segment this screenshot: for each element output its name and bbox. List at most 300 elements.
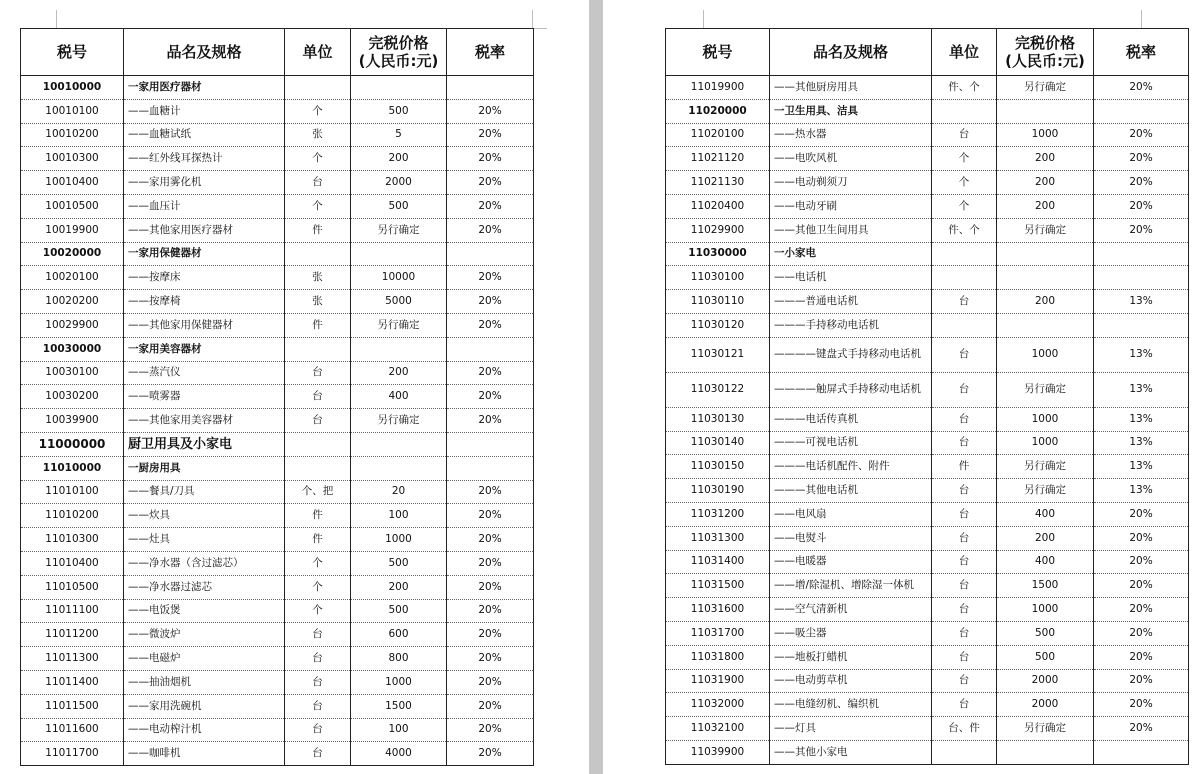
table-row (666, 717, 1189, 741)
tax-rate-cell (1094, 242, 1189, 266)
price-cell: 1500 (351, 694, 447, 718)
tax-rate-table-right (665, 28, 1189, 765)
tax-rate-cell (447, 76, 534, 100)
item-name-cell: ——餐具/刀具 (124, 480, 285, 504)
tax-code-cell: 11030110 (666, 290, 770, 314)
unit-cell (285, 76, 351, 100)
tax-code-cell: 11010000 (21, 456, 124, 480)
unit-cell (932, 740, 997, 764)
item-name-cell: ——净水器（含过滤芯） (124, 551, 285, 575)
table-row (21, 575, 534, 599)
tax-code-cell: 11010300 (21, 528, 124, 552)
item-name-cell: ——其他家用保健器材 (124, 313, 285, 337)
table-header-row (666, 29, 1189, 76)
tax-rate-cell: 20% (447, 694, 534, 718)
document-page-right (603, 0, 1200, 774)
unit-cell: 个 (285, 99, 351, 123)
price-cell: 1000 (997, 431, 1094, 455)
tax-code-cell: 10030100 (21, 361, 124, 385)
table-row (666, 455, 1189, 479)
tax-rate-cell: 20% (1094, 550, 1189, 574)
price-cell: 另行确定 (997, 372, 1094, 407)
item-name-cell: ——电动剃须刀 (770, 171, 932, 195)
table-row (666, 372, 1189, 407)
tax-rate-cell: 20% (447, 123, 534, 147)
table-row (21, 742, 534, 766)
item-name-cell: ——其他小家电 (770, 740, 932, 764)
price-cell: 200 (997, 194, 1094, 218)
header-price (997, 29, 1094, 76)
price-cell: 2000 (997, 693, 1094, 717)
item-name-cell: ——电缝纫机、编织机 (770, 693, 932, 717)
unit-cell: 台 (932, 502, 997, 526)
table-row (21, 480, 534, 504)
table-row (21, 242, 534, 266)
item-name-cell: ——灶具 (124, 528, 285, 552)
table-row (21, 385, 534, 409)
tax-code-cell: 11021120 (666, 147, 770, 171)
unit-cell: 个 (932, 194, 997, 218)
tax-code-cell: 11030190 (666, 479, 770, 503)
unit-cell: 件 (285, 313, 351, 337)
item-name-cell: ——增/除湿机、增除湿一体机 (770, 574, 932, 598)
unit-cell: 台 (285, 409, 351, 433)
table-row (666, 526, 1189, 550)
unit-cell: 台 (285, 694, 351, 718)
tax-rate-cell: 20% (1094, 123, 1189, 147)
item-name-cell: ——炊具 (124, 504, 285, 528)
price-cell: 5000 (351, 290, 447, 314)
table-row (666, 479, 1189, 503)
unit-cell: 张 (285, 266, 351, 290)
price-cell: 1000 (351, 670, 447, 694)
price-cell: 1500 (997, 574, 1094, 598)
item-name-cell: ——其他家用美容器材 (124, 409, 285, 433)
tax-rate-cell: 20% (1094, 669, 1189, 693)
price-cell: 另行确定 (997, 717, 1094, 741)
price-cell: 另行确定 (351, 409, 447, 433)
table-row (21, 313, 534, 337)
table-row (21, 194, 534, 218)
table-row (21, 456, 534, 480)
table-row (21, 599, 534, 623)
table-row (21, 99, 534, 123)
tax-rate-cell (447, 432, 534, 456)
table-row (666, 645, 1189, 669)
tax-code-cell: 11000000 (21, 432, 124, 456)
item-name-cell: ——抽油烟机 (124, 670, 285, 694)
unit-cell: 件、个 (932, 76, 997, 100)
tax-code-cell: 10020100 (21, 266, 124, 290)
unit-cell: 台 (932, 290, 997, 314)
header-tax-code: 税号 (21, 29, 124, 76)
tax-code-cell: 10030000 (21, 337, 124, 361)
price-cell: 2000 (351, 171, 447, 195)
table-row (21, 123, 534, 147)
tax-code-cell: 11031300 (666, 526, 770, 550)
unit-cell: 个 (285, 194, 351, 218)
tax-code-cell: 11030140 (666, 431, 770, 455)
price-cell: 4000 (351, 742, 447, 766)
unit-cell: 台 (285, 647, 351, 671)
price-cell: 1000 (997, 598, 1094, 622)
unit-cell: 件、个 (932, 218, 997, 242)
table-row (666, 99, 1189, 123)
tax-code-cell: 11021130 (666, 171, 770, 195)
table-row (666, 194, 1189, 218)
price-cell (351, 242, 447, 266)
price-cell (997, 242, 1094, 266)
price-cell: 另行确定 (997, 455, 1094, 479)
unit-cell: 个 (285, 147, 351, 171)
table-row (666, 693, 1189, 717)
item-name-cell: ——咖啡机 (124, 742, 285, 766)
item-name-cell: 一家用美容器材 (124, 337, 285, 361)
header-price (351, 29, 447, 76)
tax-code-cell: 10029900 (21, 313, 124, 337)
unit-cell: 台 (285, 361, 351, 385)
page-gap (589, 0, 603, 774)
table-row (21, 623, 534, 647)
tax-code-cell: 11020100 (666, 123, 770, 147)
item-name-cell: 一小家电 (770, 242, 932, 266)
item-name-cell: ——血糖计 (124, 99, 285, 123)
header-unit: 单位 (932, 29, 997, 76)
table-row (21, 432, 534, 456)
item-name-cell: 一卫生用具、洁具 (770, 99, 932, 123)
price-cell: 600 (351, 623, 447, 647)
table-row (666, 740, 1189, 764)
tax-code-cell: 11032100 (666, 717, 770, 741)
item-name-cell: ——电熨斗 (770, 526, 932, 550)
unit-cell (285, 456, 351, 480)
unit-cell (285, 432, 351, 456)
item-name-cell: 一厨房用具 (124, 456, 285, 480)
item-name-cell: ———手持移动电话机 (770, 313, 932, 337)
table-row (21, 266, 534, 290)
tax-rate-cell: 20% (447, 361, 534, 385)
tax-rate-cell: 20% (1094, 147, 1189, 171)
unit-cell: 件 (285, 528, 351, 552)
price-cell (997, 740, 1094, 764)
tax-rate-cell: 20% (447, 480, 534, 504)
tax-code-cell: 10039900 (21, 409, 124, 433)
table-row (21, 694, 534, 718)
unit-cell: 台 (932, 526, 997, 550)
price-cell: 1000 (997, 123, 1094, 147)
tax-rate-cell: 20% (1094, 693, 1189, 717)
unit-cell: 台 (285, 623, 351, 647)
header-item-name: 品名及规格 (770, 29, 932, 76)
tax-rate-cell: 20% (447, 99, 534, 123)
item-name-cell: ————键盘式手持移动电话机 (770, 337, 932, 372)
unit-cell: 台 (932, 550, 997, 574)
table-row (21, 171, 534, 195)
item-name-cell: ——电动榨汁机 (124, 718, 285, 742)
tax-code-cell: 11011400 (21, 670, 124, 694)
unit-cell: 台 (932, 431, 997, 455)
table-row (666, 123, 1189, 147)
tax-code-cell: 11031500 (666, 574, 770, 598)
tax-code-cell: 11011700 (21, 742, 124, 766)
unit-cell: 个 (285, 599, 351, 623)
tax-rate-cell: 20% (447, 718, 534, 742)
tax-rate-cell: 13% (1094, 455, 1189, 479)
price-cell: 100 (351, 504, 447, 528)
tax-code-cell: 11019900 (666, 76, 770, 100)
item-name-cell: ——电动剪草机 (770, 669, 932, 693)
unit-cell: 个 (285, 551, 351, 575)
table-row (666, 266, 1189, 290)
unit-cell: 台 (932, 407, 997, 431)
tax-code-cell: 10010100 (21, 99, 124, 123)
price-cell (351, 337, 447, 361)
tax-code-cell: 10010300 (21, 147, 124, 171)
header-price-line1: 完税价格 (1014, 34, 1075, 52)
price-cell: 400 (997, 550, 1094, 574)
price-cell: 800 (351, 647, 447, 671)
tax-rate-cell: 13% (1094, 337, 1189, 372)
table-row (666, 502, 1189, 526)
unit-cell: 台 (932, 645, 997, 669)
unit-cell (285, 242, 351, 266)
table-row (21, 76, 534, 100)
tax-rate-cell: 20% (1094, 598, 1189, 622)
unit-cell: 台 (932, 574, 997, 598)
tax-code-cell: 11031200 (666, 502, 770, 526)
price-cell: 1000 (997, 337, 1094, 372)
tax-rate-cell: 20% (447, 742, 534, 766)
price-cell: 500 (351, 194, 447, 218)
price-cell: 5 (351, 123, 447, 147)
unit-cell: 台 (932, 693, 997, 717)
item-name-cell: ——净水器过滤芯 (124, 575, 285, 599)
unit-cell: 台 (932, 337, 997, 372)
crop-mark (703, 10, 704, 28)
unit-cell: 台 (285, 670, 351, 694)
price-cell: 2000 (997, 669, 1094, 693)
table-row (21, 528, 534, 552)
item-name-cell: ——蒸汽仪 (124, 361, 285, 385)
item-name-cell: ——喷雾器 (124, 385, 285, 409)
header-price-line1: 完税价格 (368, 34, 429, 52)
item-name-cell: ——血压计 (124, 194, 285, 218)
unit-cell (932, 99, 997, 123)
price-cell (351, 76, 447, 100)
document-page-left (0, 0, 589, 774)
price-cell: 200 (997, 147, 1094, 171)
price-cell (351, 456, 447, 480)
table-row (666, 171, 1189, 195)
unit-cell: 件 (932, 455, 997, 479)
tax-code-cell: 11039900 (666, 740, 770, 764)
header-price-line2: (人民币:元) (358, 52, 439, 70)
tax-code-cell: 10030200 (21, 385, 124, 409)
tax-rate-cell (1094, 740, 1189, 764)
unit-cell: 台 (285, 385, 351, 409)
unit-cell: 台 (932, 372, 997, 407)
tax-rate-cell (447, 337, 534, 361)
price-cell: 另行确定 (351, 218, 447, 242)
item-name-cell: ——微波炉 (124, 623, 285, 647)
table-row (21, 337, 534, 361)
item-name-cell: 一家用医疗器材 (124, 76, 285, 100)
unit-cell: 件 (285, 504, 351, 528)
crop-mark (532, 10, 533, 28)
price-cell: 10000 (351, 266, 447, 290)
tax-code-cell: 11030120 (666, 313, 770, 337)
item-name-cell: ——其他家用医疗器材 (124, 218, 285, 242)
header-unit: 单位 (285, 29, 351, 76)
table-row (21, 147, 534, 171)
tax-code-cell: 11031700 (666, 621, 770, 645)
tax-code-cell: 11031900 (666, 669, 770, 693)
table-row (666, 147, 1189, 171)
tax-rate-cell: 13% (1094, 407, 1189, 431)
tax-code-cell: 10010500 (21, 194, 124, 218)
item-name-cell: ————触屏式手持移动电话机 (770, 372, 932, 407)
unit-cell: 个 (932, 147, 997, 171)
unit-cell (285, 337, 351, 361)
item-name-cell: ——家用洗碗机 (124, 694, 285, 718)
price-cell: 200 (997, 526, 1094, 550)
tax-code-cell: 11030130 (666, 407, 770, 431)
price-cell: 500 (351, 99, 447, 123)
tax-rate-cell: 20% (447, 218, 534, 242)
table-row (666, 550, 1189, 574)
tax-code-cell: 11020400 (666, 194, 770, 218)
tax-rate-cell: 20% (1094, 717, 1189, 741)
tax-rate-table-left (20, 28, 534, 766)
item-name-cell: ——电话机 (770, 266, 932, 290)
price-cell: 另行确定 (997, 218, 1094, 242)
unit-cell: 个 (932, 171, 997, 195)
unit-cell: 件 (285, 218, 351, 242)
tax-rate-cell: 20% (447, 194, 534, 218)
header-tax-rate: 税率 (1094, 29, 1189, 76)
tax-rate-cell: 13% (1094, 431, 1189, 455)
tax-code-cell: 10019900 (21, 218, 124, 242)
tax-code-cell: 11020000 (666, 99, 770, 123)
tax-rate-cell: 20% (1094, 194, 1189, 218)
tax-code-cell: 11032000 (666, 693, 770, 717)
price-cell: 另行确定 (997, 76, 1094, 100)
item-name-cell: 一家用保健器材 (124, 242, 285, 266)
tax-code-cell: 11030150 (666, 455, 770, 479)
item-name-cell: ——电吹风机 (770, 147, 932, 171)
item-name-cell: ——电饭煲 (124, 599, 285, 623)
price-cell: 另行确定 (997, 479, 1094, 503)
tax-rate-cell: 20% (1094, 171, 1189, 195)
tax-rate-cell (1094, 99, 1189, 123)
price-cell (997, 313, 1094, 337)
tax-rate-cell (447, 456, 534, 480)
table-row (666, 313, 1189, 337)
table-row (21, 647, 534, 671)
unit-cell: 个、把 (285, 480, 351, 504)
tax-rate-cell: 20% (1094, 645, 1189, 669)
price-cell: 500 (997, 645, 1094, 669)
crop-mark (1141, 10, 1142, 28)
price-cell: 500 (351, 599, 447, 623)
tax-rate-cell (1094, 313, 1189, 337)
table-row (666, 431, 1189, 455)
tax-code-cell: 11011200 (21, 623, 124, 647)
tax-code-cell: 11030100 (666, 266, 770, 290)
tax-rate-cell: 13% (1094, 372, 1189, 407)
item-name-cell: ——其他厨房用具 (770, 76, 932, 100)
tax-rate-cell: 20% (447, 385, 534, 409)
unit-cell (932, 266, 997, 290)
item-name-cell: ——空气清新机 (770, 598, 932, 622)
tax-rate-cell: 20% (447, 575, 534, 599)
price-cell (997, 99, 1094, 123)
tax-rate-cell: 20% (447, 290, 534, 314)
item-name-cell: ——电风扇 (770, 502, 932, 526)
table-row (666, 76, 1189, 100)
item-name-cell: ——按摩床 (124, 266, 285, 290)
item-name-cell: ——电磁炉 (124, 647, 285, 671)
table-row (666, 621, 1189, 645)
unit-cell: 台 (932, 669, 997, 693)
tax-code-cell: 10020200 (21, 290, 124, 314)
tax-rate-cell: 20% (1094, 526, 1189, 550)
price-cell: 100 (351, 718, 447, 742)
item-name-cell: ——地板打蜡机 (770, 645, 932, 669)
tax-rate-cell: 20% (447, 171, 534, 195)
tax-rate-cell: 20% (447, 599, 534, 623)
price-cell: 500 (351, 551, 447, 575)
tax-rate-cell (447, 242, 534, 266)
tax-code-cell: 11010200 (21, 504, 124, 528)
table-row (666, 598, 1189, 622)
tax-rate-cell (1094, 266, 1189, 290)
item-name-cell: ———电话传真机 (770, 407, 932, 431)
tax-rate-cell: 20% (447, 266, 534, 290)
table-row (666, 407, 1189, 431)
item-name-cell: ——电暖器 (770, 550, 932, 574)
table-row (666, 290, 1189, 314)
unit-cell: 台 (932, 598, 997, 622)
price-cell: 1000 (351, 528, 447, 552)
unit-cell: 台、件 (932, 717, 997, 741)
tax-rate-cell: 20% (447, 528, 534, 552)
tax-code-cell: 11030000 (666, 242, 770, 266)
item-name-cell: 厨卫用具及小家电 (124, 432, 285, 456)
unit-cell: 台 (932, 621, 997, 645)
price-cell: 另行确定 (351, 313, 447, 337)
tax-code-cell: 11011600 (21, 718, 124, 742)
price-cell: 200 (997, 290, 1094, 314)
tax-code-cell: 10020000 (21, 242, 124, 266)
header-price-line2: (人民币:元) (1005, 52, 1085, 70)
unit-cell: 台 (932, 479, 997, 503)
tax-rate-cell: 20% (1094, 218, 1189, 242)
tax-rate-cell: 20% (447, 623, 534, 647)
tax-code-cell: 10010200 (21, 123, 124, 147)
table-row (666, 669, 1189, 693)
tax-code-cell: 11030122 (666, 372, 770, 407)
tax-code-cell: 11031600 (666, 598, 770, 622)
tax-code-cell: 11030121 (666, 337, 770, 372)
table-row (21, 361, 534, 385)
item-name-cell: ——热水器 (770, 123, 932, 147)
table-row (21, 551, 534, 575)
tax-rate-cell: 20% (447, 313, 534, 337)
tax-rate-cell: 20% (1094, 502, 1189, 526)
tax-rate-cell: 20% (447, 670, 534, 694)
tax-code-cell: 11011500 (21, 694, 124, 718)
